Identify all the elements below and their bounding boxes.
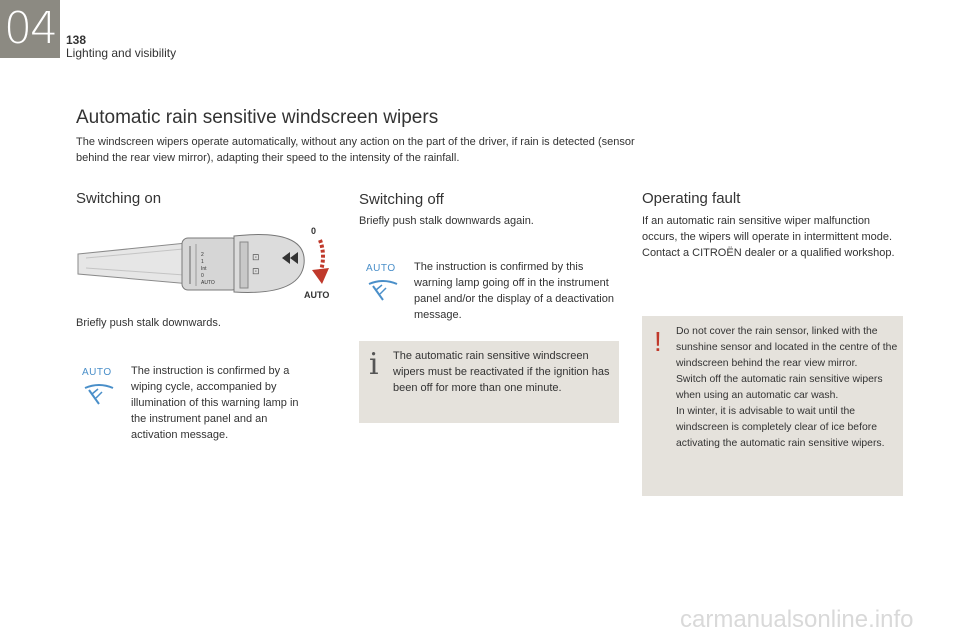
intro-paragraph: The windscreen wipers operate automatically, without any action on the part of the driver, if rain is detected (sensor behind the rear view mirror), adapting their speed to the intensity of the rainfall.	[76, 136, 635, 164]
svg-text:1: 1	[201, 259, 204, 265]
switching-off-title: Switching off	[359, 191, 444, 208]
stalk-label-zero: 0	[311, 226, 317, 236]
info-box	[359, 341, 619, 423]
svg-text:AUTO: AUTO	[201, 280, 215, 286]
warning-box	[642, 316, 903, 496]
chapter-tab: 04	[0, 0, 60, 58]
svg-text:⊡: ⊡	[252, 253, 260, 263]
exclamation-icon: !	[654, 326, 662, 357]
switching-off-instruction: Briefly push stalk downwards again.	[359, 215, 534, 227]
auto-label: AUTO	[82, 367, 112, 378]
warning-text: Do not cover the rain sensor, linked with the sunshine sensor and located in the centre of the windscreen behind the rear view mirror. Switch off the automatic rain sensitive wipers when using an automatic car wash. In winter, it is advisable to wait until the windscreen is completely clear of ice before activating the automatic rain sensitive wipers.	[676, 326, 898, 449]
auto-wiper-warning-lamp	[82, 367, 120, 409]
page-number: 138	[66, 33, 87, 47]
switching-on-title: Switching on	[76, 190, 162, 207]
svg-text:2: 2	[201, 252, 204, 258]
switching-on-confirmation: The instruction is confirmed by a wiping cycle, accompanied by illumination of this warning lamp in the instrument panel and an activation message.	[131, 365, 299, 441]
wiper-stalk-illustration	[76, 218, 334, 302]
svg-text:Int: Int	[201, 266, 207, 272]
auto-wiper-warning-lamp-off	[366, 263, 404, 305]
info-icon: i	[369, 347, 379, 382]
svg-text:0: 0	[201, 273, 204, 279]
page-title: Automatic rain sensitive windscreen wipers	[76, 107, 439, 128]
info-text: The automatic rain sensitive windscreen wipers must be reactivated if the ignition has been off for more than one minute.	[393, 350, 610, 394]
auto-label: AUTO	[366, 263, 396, 274]
svg-text:⊡: ⊡	[252, 267, 260, 277]
wiper-warning-lamp-icon	[366, 278, 400, 304]
operating-fault-title: Operating fault	[642, 190, 741, 207]
watermark: carmanualsonline.info	[680, 606, 914, 633]
switching-off-confirmation: The instruction is confirmed by this warning lamp going off in the instrument panel and/or the display of a deactivation message.	[414, 261, 614, 321]
section-name: Lighting and visibility	[66, 46, 177, 60]
wiper-warning-lamp-icon	[82, 382, 116, 408]
operating-fault-text: If an automatic rain sensitive wiper malfunction occurs, the wipers will operate in intermittent mode. Contact a CITROËN dealer or a qualified workshop.	[642, 215, 895, 259]
switching-on-instruction: Briefly push stalk downwards.	[76, 317, 221, 329]
stalk-label-auto: AUTO	[304, 290, 330, 300]
